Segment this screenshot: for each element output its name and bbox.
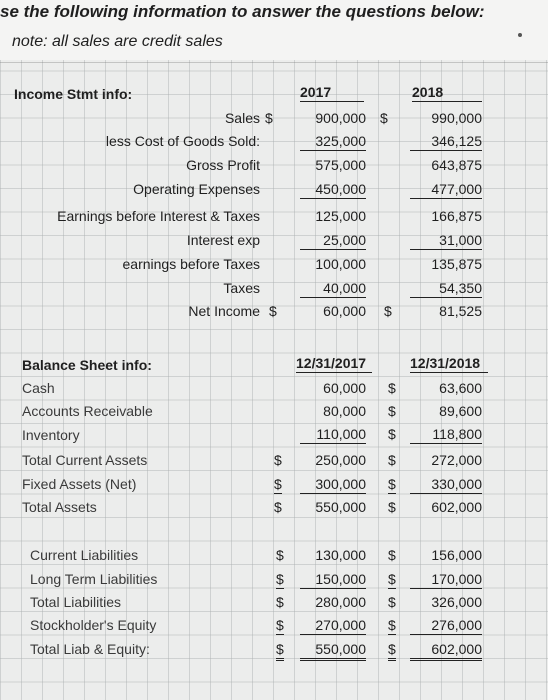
income-sales-2017: 900,000 bbox=[315, 110, 366, 126]
balance-label-cash: Cash bbox=[22, 380, 55, 396]
balance-ltl-2018: 170,000 bbox=[410, 571, 482, 589]
income-dollar-sales-2017: $ bbox=[265, 110, 273, 126]
balance-dollar-fixed-2017: $ bbox=[274, 476, 282, 492]
income-sales-2018: 990,000 bbox=[431, 110, 482, 126]
balance-dollar-ta-2018: $ bbox=[388, 499, 396, 515]
income-taxes-2018: 54,350 bbox=[410, 280, 482, 298]
balance-dollar-tl-2018: $ bbox=[388, 594, 396, 610]
balance-dollar-ltl-2018: $ bbox=[388, 571, 396, 587]
balance-dollar-equity-2018: $ bbox=[388, 617, 396, 633]
balance-label-inventory: Inventory bbox=[22, 427, 80, 443]
balance-equity-2017: 270,000 bbox=[300, 617, 366, 635]
balance-dollar-cash: $ bbox=[388, 380, 396, 396]
balance-cl-2017: 130,000 bbox=[315, 547, 366, 563]
income-dollar-net-2017: $ bbox=[269, 303, 277, 319]
income-ebit-2017: 125,000 bbox=[315, 208, 366, 224]
income-cogs-2017: 325,000 bbox=[300, 133, 366, 151]
income-ebit-2018: 166,875 bbox=[431, 208, 482, 224]
balance-tl-2017: 280,000 bbox=[315, 594, 366, 610]
income-label-taxes: Taxes bbox=[223, 280, 260, 296]
balance-dollar-cl-2018: $ bbox=[388, 547, 396, 563]
income-dollar-net-2018: $ bbox=[384, 303, 392, 319]
balance-tca-2018: 272,000 bbox=[431, 452, 482, 468]
income-label-opex: Operating Expenses bbox=[133, 181, 260, 197]
income-ebt-2017: 100,000 bbox=[315, 256, 366, 272]
balance-total-assets-2018: 602,000 bbox=[431, 499, 482, 515]
income-dollar-sales-2018: $ bbox=[380, 110, 388, 126]
balance-tle-2017: 550,000 bbox=[300, 641, 366, 661]
balance-ar-2017: 80,000 bbox=[323, 403, 366, 419]
dot-marker bbox=[518, 33, 522, 37]
row-separator bbox=[0, 62, 548, 63]
income-label-gross-profit: Gross Profit bbox=[186, 157, 260, 173]
income-gross-profit-2017: 575,000 bbox=[315, 157, 366, 173]
balance-label-total-assets: Total Assets bbox=[22, 499, 97, 515]
income-label-sales: Sales bbox=[224, 110, 260, 126]
balance-dollar-tle-2018: $ bbox=[388, 641, 396, 661]
balance-dollar-tl-2017: $ bbox=[276, 594, 284, 610]
income-section-title: Income Stmt info: bbox=[14, 86, 133, 102]
income-label-cogs: less Cost of Goods Sold: bbox=[105, 133, 260, 149]
balance-dollar-tle-2017: $ bbox=[276, 641, 284, 661]
balance-tca-2017: 250,000 bbox=[315, 452, 366, 468]
balance-dollar-fixed-2018: $ bbox=[388, 476, 396, 492]
balance-dollar-inventory: $ bbox=[388, 426, 396, 442]
balance-label-ltl: Long Term Liabilities bbox=[30, 571, 158, 587]
balance-label-tle: Total Liab & Equity: bbox=[30, 641, 150, 657]
balance-inventory-2018: 118,800 bbox=[410, 426, 482, 444]
income-label-interest: Interest exp bbox=[186, 232, 260, 248]
income-cogs-2018: 346,125 bbox=[410, 133, 482, 151]
income-label-ebt: earnings before Taxes bbox=[122, 256, 260, 272]
balance-dollar-ltl-2017: $ bbox=[276, 571, 284, 587]
income-col-2018: 2018 bbox=[412, 84, 482, 102]
balance-ar-2018: 89,600 bbox=[439, 403, 482, 419]
balance-equity-2018: 276,000 bbox=[410, 617, 482, 635]
balance-dollar-ar: $ bbox=[388, 403, 396, 419]
balance-col-2018: 12/31/2018 bbox=[410, 355, 488, 373]
income-opex-2018: 477,000 bbox=[410, 181, 482, 199]
income-label-ebit: Earnings before Interest & Taxes bbox=[57, 208, 260, 224]
income-interest-2017: 25,000 bbox=[300, 232, 366, 250]
balance-cash-2017: 60,000 bbox=[323, 380, 366, 396]
income-interest-2018: 31,000 bbox=[410, 232, 482, 250]
balance-label-tl: Total Liabilities bbox=[30, 594, 122, 610]
balance-ltl-2017: 150,000 bbox=[300, 571, 366, 589]
income-opex-2017: 450,000 bbox=[300, 181, 366, 199]
balance-cl-2018: 156,000 bbox=[431, 547, 482, 563]
income-net-income-2017: 60,000 bbox=[323, 303, 366, 319]
income-label-net-income: Net Income bbox=[188, 303, 260, 319]
balance-total-assets-2017: 550,000 bbox=[315, 499, 366, 515]
balance-tle-2018: 602,000 bbox=[410, 641, 482, 661]
balance-label-cl: Current Liabilities bbox=[30, 547, 139, 563]
balance-dollar-tca-2018: $ bbox=[388, 452, 396, 468]
instructions-heading: se the following information to answer the questions below: bbox=[0, 2, 485, 21]
balance-dollar-cl-2017: $ bbox=[276, 547, 284, 563]
balance-cash-2018: 63,600 bbox=[439, 380, 482, 396]
income-net-income-2018: 81,525 bbox=[439, 303, 482, 319]
balance-section-title: Balance Sheet info: bbox=[22, 357, 152, 373]
balance-label-ar: Accounts Receivable bbox=[22, 403, 153, 419]
balance-fixed-2018: 330,000 bbox=[410, 476, 482, 494]
balance-col-2017: 12/31/2017 bbox=[296, 355, 372, 373]
balance-label-equity: Stockholder's Equity bbox=[30, 617, 157, 633]
balance-label-fixed: Fixed Assets (Net) bbox=[22, 476, 137, 492]
balance-tl-2018: 326,000 bbox=[431, 594, 482, 610]
balance-fixed-2017: 300,000 bbox=[300, 476, 366, 494]
note-text: note: all sales are credit sales bbox=[12, 33, 223, 50]
income-col-2017: 2017 bbox=[300, 84, 364, 102]
balance-label-tca: Total Current Assets bbox=[22, 452, 148, 468]
income-taxes-2017: 40,000 bbox=[300, 280, 366, 298]
balance-dollar-tca-2017: $ bbox=[274, 452, 282, 468]
balance-dollar-ta-2017: $ bbox=[274, 499, 282, 515]
balance-dollar-equity-2017: $ bbox=[276, 617, 284, 633]
income-gross-profit-2018: 643,875 bbox=[431, 157, 482, 173]
balance-inventory-2017: 110,000 bbox=[300, 426, 366, 444]
income-ebt-2018: 135,875 bbox=[431, 256, 482, 272]
